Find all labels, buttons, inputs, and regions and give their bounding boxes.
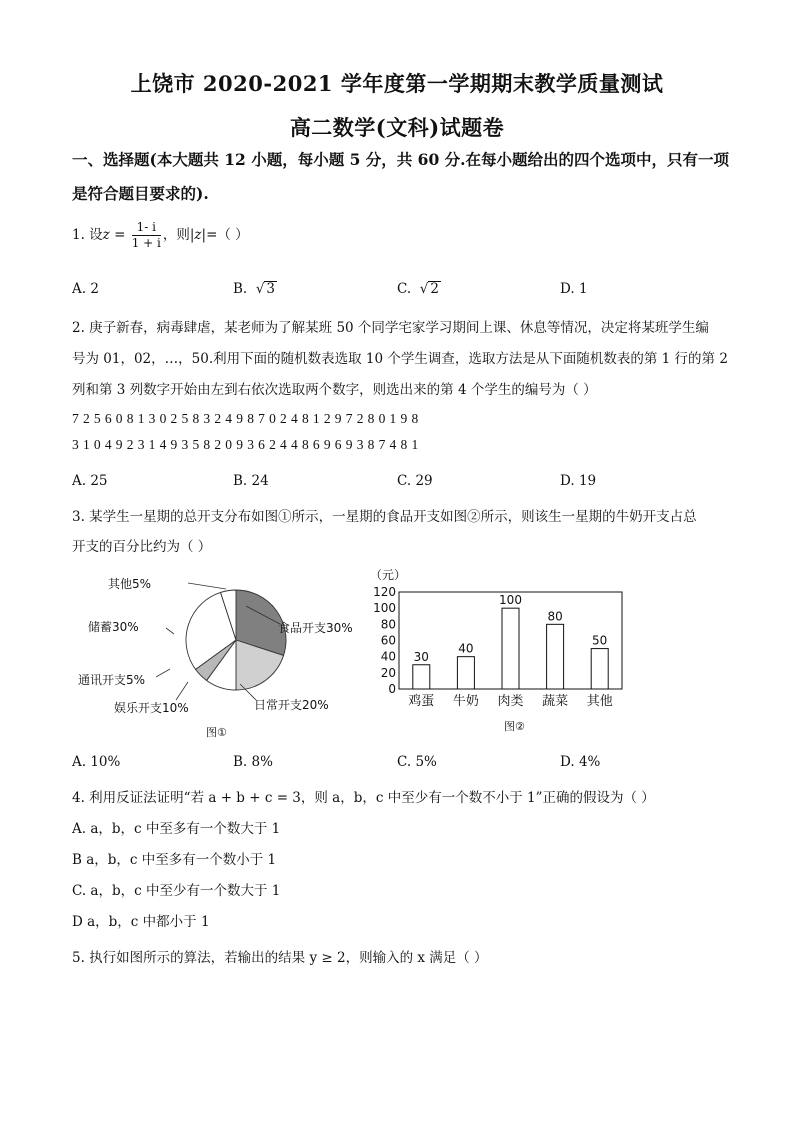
y-tick-label: 20 [380,665,396,680]
sqrt-symbol: √ [255,281,265,297]
random-table-row-2: 31049231493582093624486969387481 [72,437,423,452]
q2-option-d: D. 19 [560,473,597,489]
q1-option-a: A. 2 [72,281,99,297]
q3-option-c: C. 5% [397,754,437,770]
question-2-line3: 列和第 3 列数字开始由左到右依次选取两个数字，则选出来的第 4 个学生的编号为（ ） [72,382,597,398]
bar-value-label: 30 [413,649,429,664]
x-category-label: 鸡蛋 [408,694,435,709]
q1-option-b: B. √ 3 [233,281,276,297]
q3-option-a: A. 10% [72,754,121,770]
q2-option-a: A. 25 [72,473,108,489]
question-1-stem: 1. 设z = $\frac{1- i}{1 + i}$ ，则|z|=（ ） [72,220,249,250]
pie-label-telecom: 通讯开支5% [78,673,146,687]
pie-label-other: 其他5% [108,577,152,591]
pie-label-savings: 储蓄30% [88,620,139,634]
q4-option-c: C. a，b，c 中至少有一个数大于 1 [72,883,281,899]
figure-2-caption: 图② [504,720,525,733]
pie-label-leisure: 娱乐开支10% [114,701,189,715]
random-table-row-1: 72560813025832498702481297280198 [72,411,423,426]
q3-option-d: D. 4% [560,754,601,770]
bar-value-label: 50 [592,633,608,648]
sqrt-symbol: √ [419,281,429,297]
x-category-label: 蔬菜 [542,694,569,709]
bar-chart-figure-2 [366,566,636,738]
q4-option-d: D a，b，c 中都小于 1 [72,914,210,930]
question-3-line1: 3. 某学生一星期的总开支分布如图①所示，一星期的食品开支如图②所示，则该生一星期的牛奶开支占总 [72,509,697,525]
y-tick-label: 100 [373,601,396,616]
y-tick-label: 40 [380,649,396,664]
q1-option-d: D. 1 [560,281,588,297]
exam-subtitle: 高二数学(文科)试题卷 [289,115,505,140]
x-category-label: 肉类 [497,694,524,709]
q2-option-b: B. 24 [233,473,269,489]
pie-label-daily: 日常开支20% [254,698,329,712]
section-heading-line2: 是符合题目要求的). [72,184,209,203]
y-tick-label: 60 [380,633,396,648]
fraction: $\frac{1- i}{1 + i}$ [131,220,161,250]
x-category-label: 其他 [586,694,613,709]
bar-牛奶 [457,657,474,689]
q3-option-b: B. 8% [233,754,273,770]
question-4-stem: 4. 利用反证法证明“若 a + b + c = 3，则 a，b，c 中至少有一个数不小于 1”正确的假设为（ ） [72,790,655,806]
q1-option-c: C. √ 2 [397,281,439,297]
section-heading-line1: 一、选择题(本大题共 12 小题，每小题 5 分，共 60 分.在每小题给出的四个选项中，只有一项 [72,150,730,169]
figure-1-caption: 图① [206,726,227,739]
y-tick-label: 120 [373,585,396,599]
exam-title: 上饶市 2020-2021 学年度第一学期期末教学质量测试 [130,71,664,96]
question-5-stem: 5. 执行如图所示的算法，若输出的结果 y ≥ 2，则输入的 x 满足（ ） [72,950,488,966]
bar-value-label: 80 [547,609,563,624]
q4-option-b: B a，b，c 中至多有一个数小于 1 [72,852,277,868]
bar-鸡蛋 [413,665,430,689]
question-2-line1: 2. 庚子新春，病毒肆虐，某老师为了解某班 50 个同学宅家学习期间上课、休息等情况，决定将某班学生编 [72,320,709,336]
y-tick-label: 0 [388,682,396,696]
y-tick-label: 80 [380,617,396,632]
bar-value-label: 40 [458,641,474,656]
question-2-line2: 号为 01，02，…，50.利用下面的随机数表选取 10 个学生调查，选取方法是从下面随机数表的第 1 行的第 2 [72,351,728,367]
pie-label-food: 食品开支30% [278,621,353,635]
bar-肉类 [502,608,519,689]
q2-option-c: C. 29 [397,473,433,489]
question-3-line2: 开支的百分比约为（ ） [72,539,212,555]
pie-chart-figure-1 [70,566,370,746]
bar-蔬菜 [547,624,564,689]
y-axis-unit: （元） [370,568,407,582]
x-category-label: 牛奶 [452,694,479,709]
bar-value-label: 100 [499,593,522,608]
bar-其他 [591,649,608,689]
q4-option-a: A. a，b，c 中至多有一个数大于 1 [72,821,281,837]
